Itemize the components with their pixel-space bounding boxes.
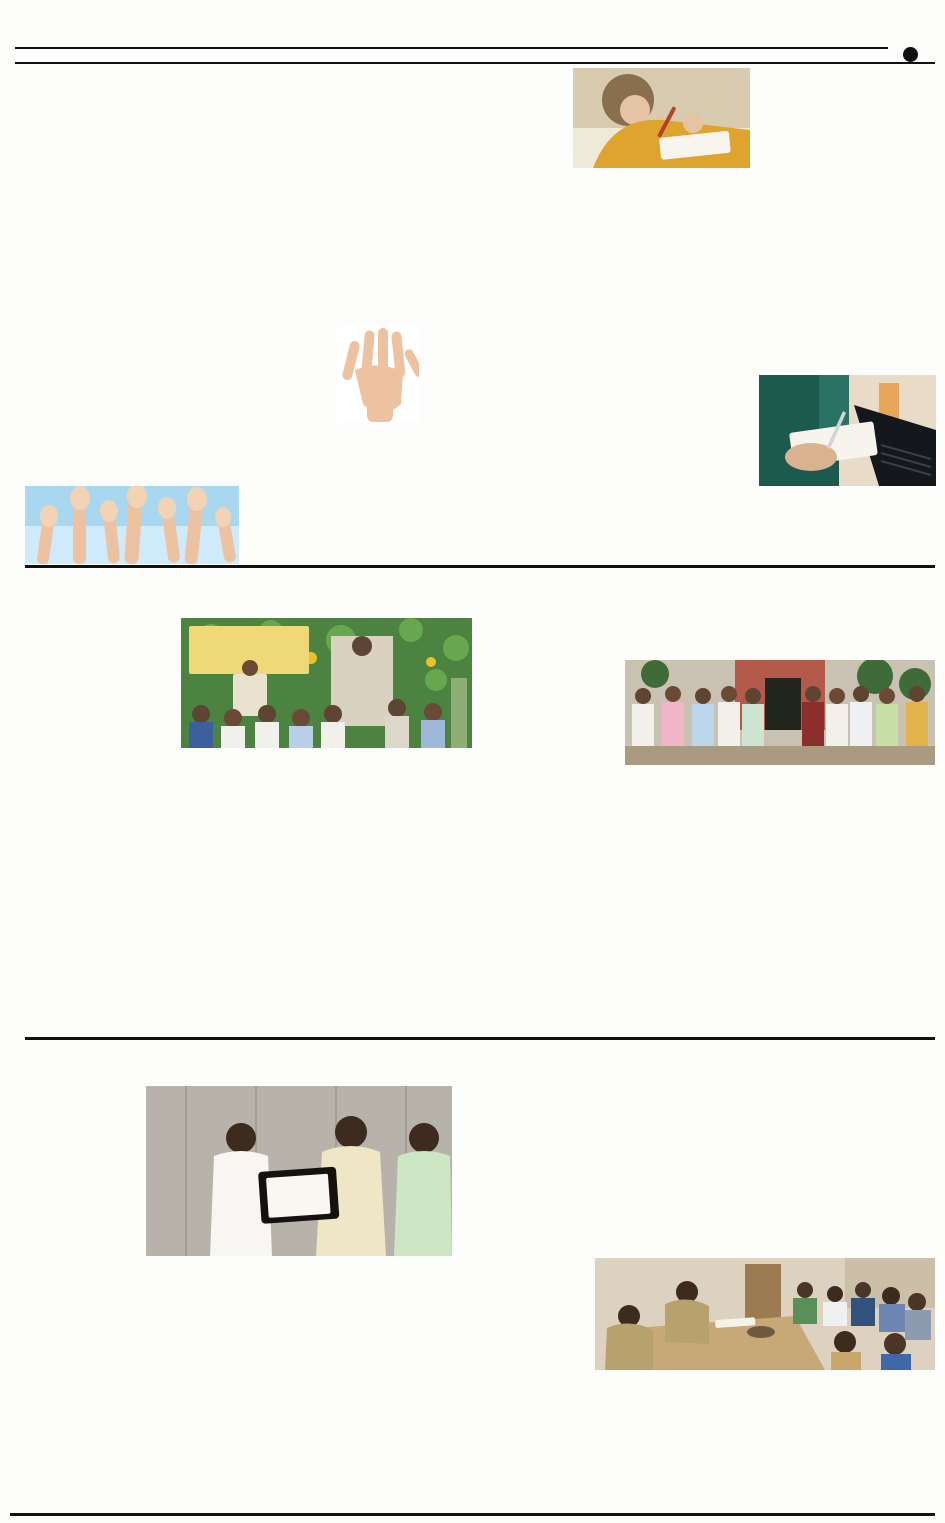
education-column-b xyxy=(303,1261,452,1461)
protest-caption-col-a xyxy=(181,753,323,865)
protest-photo xyxy=(181,618,472,748)
education-column-4 xyxy=(444,1086,585,1514)
training-column-1 xyxy=(25,903,160,1034)
police-meeting-photo xyxy=(595,1258,935,1370)
education-column-1 xyxy=(25,1086,142,1514)
history-text xyxy=(573,221,750,444)
sira-column-c xyxy=(784,770,935,1034)
masthead-top-rule xyxy=(15,47,888,49)
theme-text xyxy=(573,466,750,562)
child-writing-photo xyxy=(573,68,750,168)
protest-column-1 xyxy=(25,624,175,866)
sira-column-b xyxy=(625,770,776,1034)
page-bottom-rule xyxy=(10,1513,935,1516)
education-column-a xyxy=(146,1261,295,1461)
importance-text-2 xyxy=(759,490,936,562)
police-meeting-caption xyxy=(595,1374,935,1466)
raised-hands-photo xyxy=(25,486,239,564)
page-number-badge xyxy=(903,47,918,62)
training-column-2 xyxy=(168,903,305,1034)
aradhana-column-1 xyxy=(622,1082,775,1256)
masthead-bottom-rule xyxy=(15,62,935,64)
protest-caption-col-b xyxy=(330,753,472,865)
importance-text xyxy=(759,97,936,372)
certificate-photo xyxy=(146,1086,452,1256)
laptop-writing-photo xyxy=(759,375,936,486)
section-divider-2 xyxy=(25,1037,935,1040)
section-divider-1 xyxy=(25,565,935,568)
lead-column-3 xyxy=(397,150,574,563)
training-column-3 xyxy=(313,903,452,1034)
sira-group-photo xyxy=(625,660,935,765)
child-photo-caption xyxy=(573,171,750,200)
palm-hand-photo xyxy=(337,326,419,422)
aradhana-column-2 xyxy=(783,1082,935,1256)
sira-column-1 xyxy=(481,663,618,1034)
